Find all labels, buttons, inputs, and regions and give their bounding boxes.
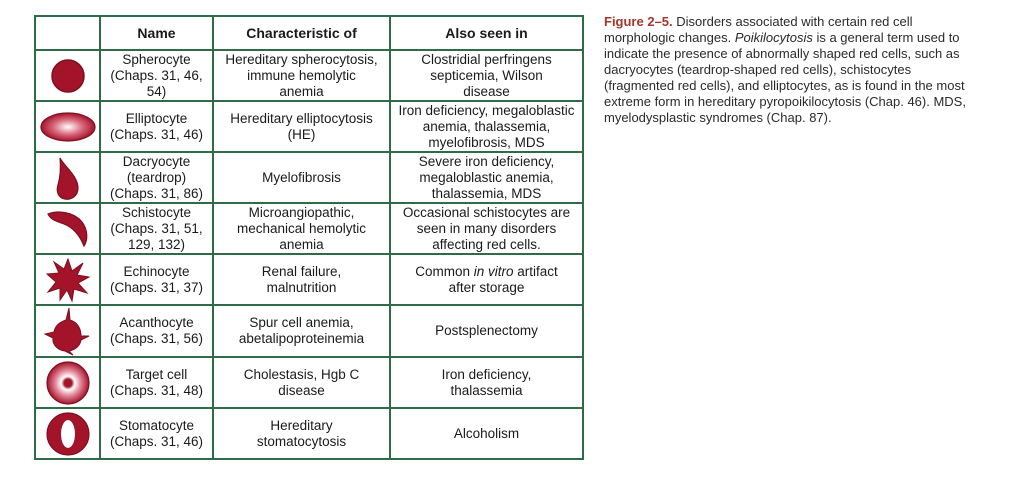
table-row	[35, 254, 583, 305]
cell-characteristic-line: anemia	[279, 236, 324, 252]
cell-characteristic-line: Hereditary elliptocytosis	[230, 110, 373, 126]
cell-shape	[35, 203, 100, 254]
header-characteristic: Characteristic of	[213, 16, 390, 50]
cell-name-line: Stomatocyte	[118, 417, 195, 433]
cell-also-line: Occasional schistocytes are	[402, 204, 571, 220]
cell-characteristic-line: Hereditary	[270, 417, 333, 433]
cell-name	[100, 408, 213, 459]
cell-also-seen	[390, 408, 583, 459]
figure-caption	[604, 14, 984, 126]
cell-shape	[35, 50, 100, 101]
table-row	[35, 101, 583, 152]
red-cell-morphology-table	[34, 15, 584, 460]
cell-also-seen	[390, 357, 583, 408]
cell-also-seen	[390, 152, 583, 203]
cell-also-line: affecting red cells.	[432, 236, 541, 252]
table-row	[35, 50, 583, 101]
cell-also-seen	[390, 305, 583, 357]
cell-shape	[35, 101, 100, 152]
cell-also-line: Severe iron deficiency,	[418, 153, 555, 169]
cell-shape	[35, 305, 100, 357]
cell-also-line: thalassemia, MDS	[431, 185, 542, 201]
cell-also-seen	[390, 203, 583, 254]
caption-emphasis: Poikilocytosis	[734, 30, 813, 45]
cell-name-line: (Chaps. 31, 46)	[109, 126, 204, 142]
cell-also-seen	[390, 101, 583, 152]
cell-shape	[35, 408, 100, 459]
cell-name	[100, 357, 213, 408]
header-shape	[35, 16, 100, 50]
cell-name	[100, 254, 213, 305]
cell-name-line: Echinocyte	[123, 263, 190, 279]
stomatocyte-icon	[38, 411, 97, 457]
cell-name-line: Spherocyte	[122, 51, 191, 67]
cell-name	[100, 101, 213, 152]
cell-name-line: (Chaps. 31, 48)	[109, 382, 204, 398]
cell-characteristic	[213, 305, 390, 357]
cell-also-line: myelofibrosis, MDS	[428, 134, 545, 150]
acanthocyte-icon	[38, 306, 97, 356]
cell-shape	[35, 357, 100, 408]
target-cell-icon	[38, 360, 97, 406]
cell-also-line: disease	[463, 83, 510, 99]
cell-characteristic-line: (HE)	[287, 126, 316, 142]
cell-name-line: (Chaps. 31, 56)	[109, 331, 204, 346]
cell-name-line: Schistocyte	[121, 204, 192, 220]
header-name: Name	[100, 16, 213, 50]
dacryocyte-icon	[38, 154, 97, 202]
cell-name	[100, 152, 213, 203]
cell-name-line: (Chaps. 31, 46)	[109, 433, 204, 449]
cell-characteristic-line: Renal failure,	[261, 263, 342, 279]
table-header-row	[35, 16, 583, 50]
cell-characteristic-line: Cholestasis, Hgb C	[243, 366, 360, 382]
cell-name-line: Acanthocyte	[119, 315, 194, 330]
cell-characteristic	[213, 203, 390, 254]
cell-shape	[35, 152, 100, 203]
cell-characteristic-line: Myelofibrosis	[262, 169, 341, 185]
cell-also-line: Clostridial perfringens	[421, 51, 552, 67]
cell-characteristic-line: Hereditary spherocytosis,	[225, 51, 378, 67]
cell-characteristic-line: abetalipoproteinemia	[238, 331, 365, 346]
schistocyte-icon	[38, 208, 97, 250]
cell-name-line: 129, 132)	[127, 236, 186, 252]
cell-also-line: after storage	[448, 279, 525, 295]
cell-characteristic	[213, 50, 390, 101]
caption-text-1: Disorders associated with certain red cell morphologic changes.	[604, 14, 913, 45]
caption-text-2: is a general term used to indicate the presence of abnormally shaped red cells, such as dacryocytes (teardrop-shaped red cells), schistocytes (fragmented red cells), and elliptocytes, as is found in the most extreme form in hereditary pyropoikilocytosis (Chap. 46). MDS, myelodysplastic syndromes (Chap. 87).	[604, 30, 966, 125]
cell-characteristic-line: disease	[278, 382, 325, 398]
cell-also-line: Alcoholism	[453, 425, 520, 441]
cell-also-italic: in vitro	[473, 263, 514, 279]
cell-characteristic-line: Spur cell anemia,	[249, 315, 354, 330]
cell-name-line: Target cell	[125, 366, 188, 382]
echinocyte-icon	[38, 257, 97, 303]
table-row	[35, 408, 583, 459]
cell-characteristic-line: anemia	[279, 83, 324, 99]
spherocyte-icon	[38, 56, 97, 96]
cell-characteristic	[213, 357, 390, 408]
cell-characteristic	[213, 101, 390, 152]
cell-also-seen	[390, 50, 583, 101]
cell-name-line: Elliptocyte	[125, 110, 188, 126]
cell-name-line: (Chaps. 31, 46,	[110, 67, 203, 83]
table-row	[35, 203, 583, 254]
cell-also-line: seen in many disorders	[416, 220, 557, 236]
cell-name-line: 54)	[146, 83, 167, 99]
cell-name	[100, 305, 213, 357]
cell-also-line: Common	[415, 263, 474, 279]
cell-name-line: (Chaps. 31, 37)	[109, 279, 204, 295]
cell-name-line: (Chaps. 31, 86)	[109, 185, 204, 201]
cell-also-line: anemia, thalassemia,	[422, 118, 551, 134]
cell-also-line: artifact	[513, 263, 558, 279]
cell-characteristic	[213, 408, 390, 459]
cell-also-line: Iron deficiency, megaloblastic	[398, 102, 575, 118]
cell-name-line: Dacryocyte	[122, 153, 191, 169]
cell-characteristic	[213, 254, 390, 305]
cell-name-line: (Chaps. 31, 51,	[110, 220, 203, 236]
table-row	[35, 152, 583, 203]
cell-also-line: Postsplenectomy	[435, 323, 538, 338]
figure-label: Figure 2–5.	[604, 14, 673, 29]
cell-characteristic	[213, 152, 390, 203]
cell-name-line: (teardrop)	[126, 169, 187, 185]
cell-name	[100, 203, 213, 254]
header-also-seen: Also seen in	[390, 16, 583, 50]
table-row	[35, 357, 583, 408]
cell-characteristic-line: Microangiopathic,	[248, 204, 355, 220]
cell-also-line: Iron deficiency,	[441, 366, 532, 382]
cell-characteristic-line: malnutrition	[266, 279, 337, 295]
cell-also-seen	[390, 254, 583, 305]
elliptocyte-icon	[38, 110, 97, 144]
cell-also-line: septicemia, Wilson	[430, 67, 543, 83]
cell-also-line: thalassemia	[450, 382, 523, 398]
cell-also-line: megaloblastic anemia,	[419, 169, 554, 185]
cell-characteristic-line: immune hemolytic	[247, 67, 356, 83]
disorders-table-container	[34, 15, 582, 459]
cell-characteristic-line: mechanical hemolytic	[236, 220, 367, 236]
cell-shape	[35, 254, 100, 305]
table-row	[35, 305, 583, 357]
cell-name	[100, 50, 213, 101]
cell-characteristic-line: stomatocytosis	[256, 433, 347, 449]
